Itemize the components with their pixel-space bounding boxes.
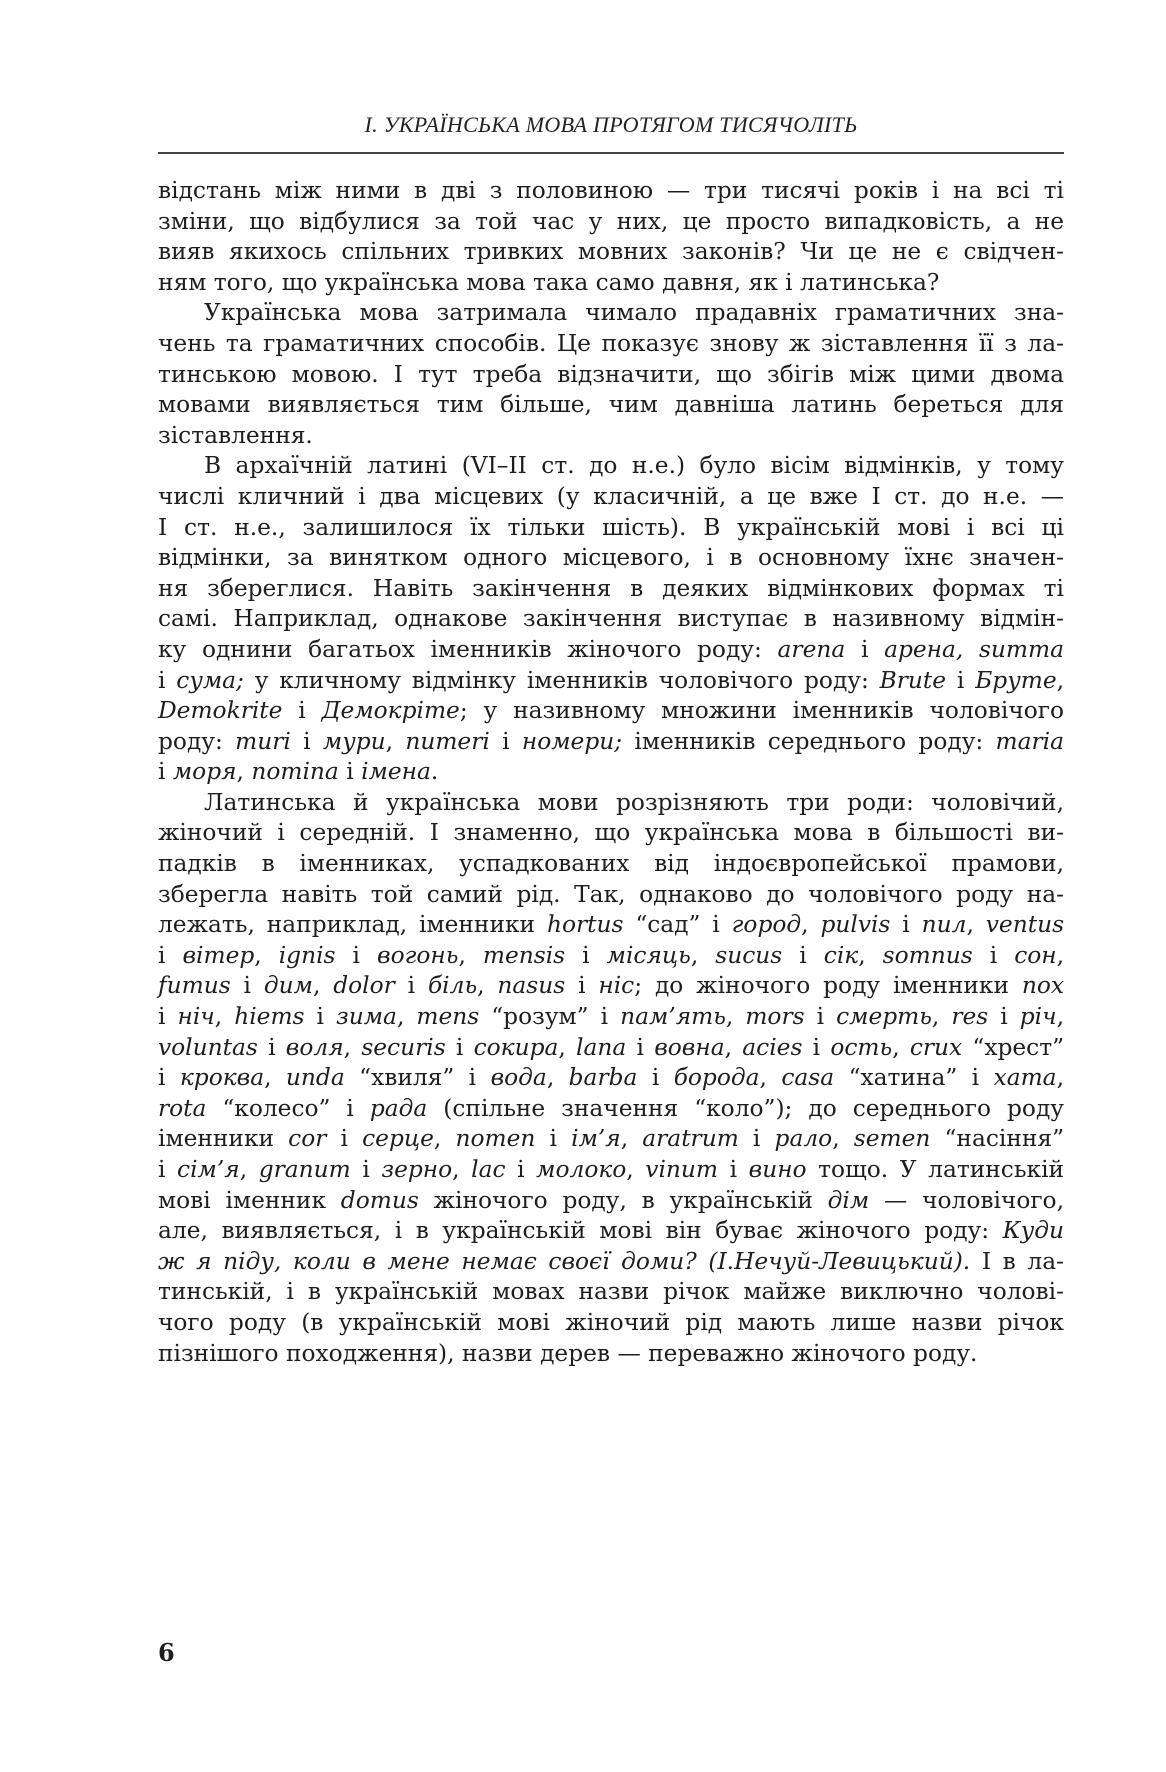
- text-line: [158, 329, 1064, 360]
- italic-term: ніс: [598, 972, 635, 1000]
- text-line: [158, 176, 1064, 207]
- text-segment: числі кличний і два місцевих (у класичній, а це вже I ст. до н.е. —: [158, 482, 1064, 510]
- italic-term: lac: [471, 1156, 506, 1183]
- text-line: [158, 237, 1064, 268]
- text-segment: ,: [832, 1125, 854, 1153]
- italic-term: nox: [1021, 972, 1065, 1000]
- text-segment: і: [565, 972, 599, 1000]
- italic-term: maria: [995, 727, 1065, 755]
- running-head: І. УКРАЇНСЬКА МОВА ПРОТЯГОМ ТИСЯЧОЛІТЬ: [364, 112, 858, 137]
- text-segment: ,: [1056, 666, 1065, 694]
- text-segment: і: [394, 972, 428, 1000]
- text-segment: і: [304, 1003, 337, 1031]
- italic-term: domus: [340, 1186, 419, 1214]
- text-line: [158, 1216, 1064, 1247]
- text-segment: Латинська й українська мови розрізняють три роди: чоловічий,: [204, 788, 1064, 816]
- italic-term: номери;: [521, 727, 623, 755]
- text-segment: і: [230, 972, 264, 1000]
- text-segment: і: [350, 1156, 382, 1183]
- italic-term: crux: [909, 1033, 963, 1061]
- text-line: [158, 1308, 1064, 1339]
- italic-term: pulvis: [820, 911, 891, 939]
- italic-term: arena: [777, 635, 846, 663]
- italic-term: вітер: [182, 941, 255, 969]
- italic-term: рало: [774, 1125, 833, 1153]
- italic-term: імена: [361, 758, 431, 786]
- italic-term: cor: [288, 1125, 327, 1153]
- text-segment: зіставлення.: [158, 421, 313, 449]
- italic-term: voluntas: [158, 1033, 258, 1061]
- text-segment: і: [257, 1033, 286, 1061]
- text-segment: і: [290, 727, 323, 755]
- text-segment: ,: [725, 1003, 746, 1031]
- text-segment: відмінки, за винятком одного місцевого, і в основному їхнє значен-: [158, 544, 1064, 572]
- text-segment: зберегла навіть той самий рід. Так, однаково до чоловічого роду на-: [158, 880, 1064, 908]
- text-segment: і: [890, 911, 922, 939]
- italic-term: рада: [369, 1094, 428, 1122]
- italic-term: semen: [853, 1125, 931, 1153]
- text-segment: і: [637, 1064, 674, 1092]
- text-segment: і: [804, 1003, 837, 1031]
- italic-term: борода: [673, 1064, 760, 1092]
- text-segment: ку однини багатьох іменників жіночого роду:: [158, 635, 778, 663]
- text-line: [158, 1094, 1064, 1125]
- text-segment: і: [158, 1003, 178, 1031]
- italic-term: Куди: [1002, 1217, 1064, 1245]
- text-segment: і: [326, 1125, 363, 1153]
- text-line: [158, 513, 1064, 544]
- text-segment: тинською мовою. І тут треба відзначити, що збігів між цими двома: [158, 360, 1064, 388]
- italic-term: дім: [827, 1186, 870, 1214]
- italic-term: ім’я: [571, 1125, 621, 1153]
- text-segment: падків в іменниках, успадкованих від індоєвропейської прамови,: [158, 850, 1064, 878]
- text-segment: і: [158, 1156, 178, 1183]
- text-segment: (спільне значення “коло”); до середнього роду: [427, 1094, 1065, 1122]
- text-line: [158, 971, 1064, 1002]
- text-segment: і: [445, 1033, 474, 1061]
- text-line: [158, 788, 1064, 819]
- text-segment: ,: [626, 1156, 646, 1183]
- text-segment: ,: [239, 1156, 259, 1183]
- text-line: [158, 727, 1064, 758]
- italic-term: мури: [322, 727, 386, 755]
- text-line: [158, 207, 1064, 238]
- body-text: [158, 176, 1064, 1369]
- text-line: [158, 1033, 1064, 1064]
- italic-term: вино: [748, 1156, 807, 1183]
- italic-term: somnus: [882, 941, 973, 969]
- text-line: [158, 360, 1064, 391]
- text-segment: ,: [477, 972, 498, 1000]
- text-segment: ,: [724, 1033, 743, 1061]
- italic-term: casa: [781, 1064, 835, 1092]
- text-segment: I ст. н.е., залишилося їх тільки шість). В українській мові і всі ці: [158, 513, 1064, 541]
- italic-term: воля: [285, 1033, 344, 1061]
- text-segment: зміни, що відбулися за той час у них, це просто випадковість, а не: [158, 207, 1064, 235]
- text-segment: і: [505, 1156, 537, 1183]
- text-segment: і: [972, 941, 1015, 969]
- text-line: [158, 451, 1064, 482]
- italic-term: ость: [830, 1033, 893, 1061]
- text-segment: ,: [690, 941, 716, 969]
- text-segment: тощо. У латинській: [806, 1156, 1065, 1183]
- text-segment: і: [335, 941, 378, 969]
- text-segment: ,: [343, 1033, 362, 1061]
- text-line: [158, 880, 1064, 911]
- italic-term: numeri: [405, 727, 490, 755]
- text-segment: і: [782, 941, 824, 969]
- text-segment: мовами виявляється тим більше, чим давніша латинь береться для: [158, 391, 1064, 419]
- text-segment: і: [489, 727, 522, 755]
- text-line: [158, 604, 1064, 635]
- text-segment: чого роду (в українській мові жіночий рід мають лише назви річок: [158, 1308, 1064, 1336]
- text-segment: і: [946, 666, 976, 694]
- italic-term: securis: [361, 1033, 446, 1061]
- text-segment: тинській, і в українській мовах назви річок майже виключно чолові-: [158, 1278, 1064, 1306]
- italic-term: vinum: [645, 1156, 719, 1183]
- text-segment: І в ла-: [970, 1247, 1064, 1275]
- text-line: [158, 1339, 1064, 1370]
- italic-term: Демокріте: [321, 697, 460, 725]
- text-segment: ; у називному множини іменників чоловічого: [459, 697, 1064, 725]
- text-segment: “сад” і: [623, 911, 732, 939]
- italic-term: біль: [427, 972, 478, 1000]
- text-segment: ,: [558, 1033, 577, 1061]
- italic-term: вода: [490, 1064, 547, 1092]
- italic-term: серце: [362, 1125, 434, 1153]
- text-segment: ,: [759, 1064, 782, 1092]
- italic-term: hiems: [234, 1003, 305, 1031]
- text-segment: роду:: [158, 727, 236, 755]
- italic-term: sucus: [715, 941, 783, 969]
- italic-term: aratrum: [642, 1125, 739, 1153]
- text-segment: вияв якихось спільних тривких мовних законів? Чи це не є свідчен-: [158, 238, 1064, 266]
- text-segment: і: [626, 1033, 655, 1061]
- text-segment: відстань між ними в дві з половиною — три тисячі років і на всі ті: [158, 177, 1064, 204]
- text-segment: ,: [396, 1003, 417, 1031]
- text-segment: у кличному відмінку іменників чоловічого роду:: [243, 666, 880, 694]
- italic-term: Бруте: [975, 666, 1057, 694]
- text-segment: пізнішого походження), назви дерев — переважно жіночого роду.: [158, 1339, 978, 1367]
- text-segment: ,: [254, 941, 279, 969]
- text-segment: “колесо” і: [206, 1094, 370, 1122]
- text-line: [158, 1063, 1064, 1094]
- text-segment: ня збереглися. Навіть закінчення в деяких відмінкових формах ті: [158, 574, 1064, 602]
- text-segment: чень та граматичних способів. Це показує знову ж зіставлення її з ла-: [158, 329, 1064, 357]
- text-segment: лежать, наприклад, іменники: [158, 911, 547, 939]
- text-segment: і: [738, 1125, 775, 1153]
- italic-term: сон: [1014, 941, 1057, 969]
- italic-term: unda: [285, 1064, 345, 1092]
- italic-term: пил: [921, 911, 967, 939]
- text-segment: і: [535, 1125, 572, 1153]
- italic-term: ignis: [278, 941, 336, 969]
- text-segment: ,: [236, 758, 252, 786]
- italic-term: город: [731, 911, 802, 939]
- italic-term: nasus: [497, 972, 566, 1000]
- text-line: [158, 1186, 1064, 1217]
- text-line: [158, 818, 1064, 849]
- header-rule: [158, 152, 1064, 154]
- text-segment: ,: [452, 1156, 472, 1183]
- text-line: [158, 1124, 1064, 1155]
- italic-term: barba: [568, 1064, 638, 1092]
- italic-term: rota: [158, 1094, 207, 1122]
- text-segment: мові іменник: [158, 1186, 341, 1214]
- text-segment: В архаїчній латині (VI–II ст. до н.е.) було вісім відмінків, у тому: [204, 452, 1064, 480]
- text-segment: “розум” і: [479, 1003, 621, 1031]
- text-segment: і: [565, 941, 607, 969]
- italic-term: кроква: [179, 1064, 265, 1092]
- text-segment: і: [158, 1064, 180, 1092]
- text-line: [158, 1277, 1064, 1308]
- text-segment: “насіння”: [930, 1125, 1065, 1153]
- italic-term: Demokrite: [158, 697, 283, 725]
- italic-term: сік: [823, 941, 859, 969]
- text-segment: ,: [892, 1033, 910, 1061]
- text-segment: і: [158, 666, 177, 694]
- text-segment: ,: [620, 1125, 643, 1153]
- italic-term: арена, summa: [884, 635, 1064, 663]
- text-segment: і: [158, 758, 173, 786]
- italic-term: пам’ять: [620, 1003, 726, 1031]
- text-line: [158, 910, 1064, 941]
- text-segment: — чоловічого,: [869, 1186, 1064, 1214]
- text-segment: іменників середнього роду:: [622, 727, 996, 755]
- italic-term: сокира: [473, 1033, 559, 1061]
- text-line: [158, 298, 1064, 329]
- text-segment: ,: [1056, 941, 1065, 969]
- text-line: [158, 482, 1064, 513]
- text-segment: ,: [385, 727, 406, 755]
- text-segment: і: [338, 758, 362, 786]
- italic-term: дим: [263, 972, 313, 1000]
- text-segment: ,: [966, 911, 986, 939]
- text-segment: іменники: [158, 1125, 289, 1153]
- text-segment: ,: [458, 941, 483, 969]
- text-segment: і: [802, 1033, 831, 1061]
- italic-term: Brute: [879, 666, 947, 694]
- italic-term: res: [951, 1003, 989, 1031]
- italic-term: смерть: [836, 1003, 932, 1031]
- italic-term: ніч: [177, 1003, 215, 1031]
- text-line: [158, 1155, 1064, 1186]
- text-segment: жіночий і середній. І знаменно, що українська мова в більшості ви-: [158, 819, 1064, 847]
- text-segment: і: [158, 941, 183, 969]
- page-number: 6: [158, 1638, 175, 1667]
- text-line: [158, 666, 1064, 697]
- italic-term: fumus: [158, 972, 231, 1000]
- italic-term: nomen: [455, 1125, 536, 1153]
- text-line: [158, 696, 1064, 727]
- text-segment: ,: [264, 1064, 286, 1092]
- text-segment: “хвиля” і: [344, 1064, 491, 1092]
- italic-term: річ: [1019, 1003, 1057, 1031]
- text-line: [158, 574, 1064, 605]
- text-line: [158, 757, 1064, 788]
- text-segment: ,: [433, 1125, 456, 1153]
- italic-term: вогонь: [377, 941, 459, 969]
- italic-term: сума;: [176, 666, 244, 694]
- text-segment: ням того, що українська мова така само давня, як і латинська?: [158, 268, 940, 296]
- text-segment: “хрест”: [962, 1033, 1065, 1061]
- text-segment: Українська мова затримала чимало прадавніх граматичних зна-: [204, 299, 1064, 327]
- text-line: [158, 1247, 1064, 1278]
- text-segment: ,: [214, 1003, 235, 1031]
- italic-term: молоко: [536, 1156, 627, 1183]
- text-segment: ,: [931, 1003, 952, 1031]
- text-line: [158, 543, 1064, 574]
- text-segment: ; до жіночого роду іменники: [634, 972, 1022, 1000]
- italic-term: nomina: [251, 758, 339, 786]
- italic-term: зима: [336, 1003, 397, 1031]
- italic-term: granum: [258, 1156, 351, 1183]
- text-line: [158, 941, 1064, 972]
- text-segment: і: [988, 1003, 1020, 1031]
- italic-term: muri: [235, 727, 291, 755]
- text-line: [158, 268, 1064, 299]
- italic-term: ж я піду, коли в мене немає своєї доми? (І.Нечуй-Левицький).: [158, 1247, 971, 1275]
- text-segment: ,: [1056, 1064, 1064, 1092]
- text-segment: ,: [546, 1064, 569, 1092]
- italic-term: mensis: [482, 941, 566, 969]
- italic-term: місяць: [606, 941, 691, 969]
- italic-term: ventus: [985, 911, 1065, 939]
- text-segment: і: [845, 635, 885, 663]
- italic-term: lana: [576, 1033, 627, 1061]
- italic-term: сім’я: [177, 1156, 240, 1183]
- text-segment: але, виявляється, і в українській мові він буває жіночого роду:: [158, 1217, 1003, 1245]
- text-segment: ,: [858, 941, 883, 969]
- text-line: [158, 390, 1064, 421]
- text-segment: ,: [312, 972, 334, 1000]
- italic-term: mors: [745, 1003, 805, 1031]
- text-segment: і: [718, 1156, 749, 1183]
- text-segment: “хатина” і: [834, 1064, 994, 1092]
- text-line: [158, 849, 1064, 880]
- text-line: [158, 635, 1064, 666]
- text-segment: ,: [801, 911, 821, 939]
- text-segment: і: [282, 697, 322, 725]
- text-segment: жіночого роду, в українській: [418, 1186, 828, 1214]
- text-segment: .: [430, 758, 439, 786]
- italic-term: зерно: [381, 1156, 453, 1183]
- italic-term: mens: [416, 1003, 480, 1031]
- italic-term: acies: [742, 1033, 803, 1061]
- italic-term: hortus: [546, 911, 624, 939]
- text-line: [158, 421, 1064, 452]
- text-segment: самі. Наприклад, однакове закінчення виступає в називному відмін-: [158, 605, 1064, 633]
- italic-term: моря: [172, 758, 237, 786]
- italic-term: хата: [993, 1064, 1057, 1092]
- text-line: [158, 1002, 1064, 1033]
- italic-term: вовна: [654, 1033, 725, 1061]
- italic-term: dolor: [333, 972, 395, 1000]
- text-segment: ,: [1056, 1003, 1065, 1031]
